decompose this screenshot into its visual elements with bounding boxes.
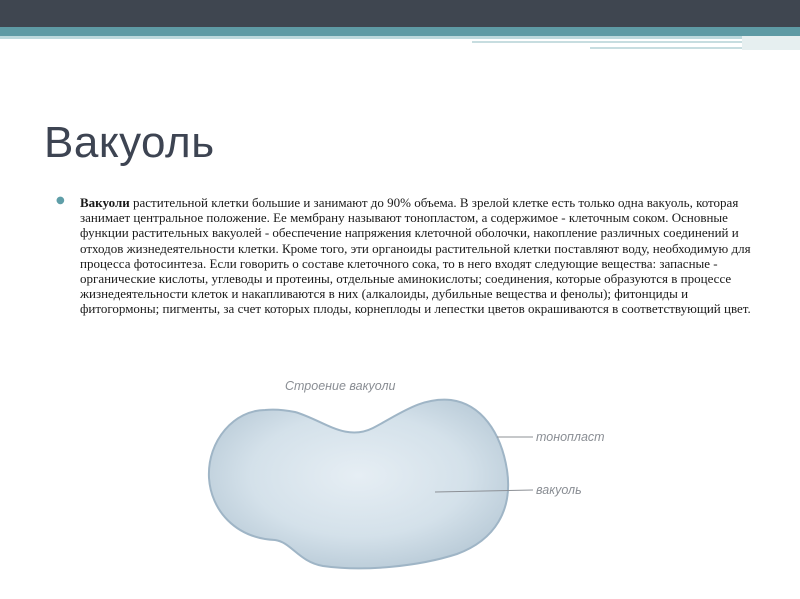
membrane-label: тонопласт <box>536 430 605 444</box>
header-deco-box <box>742 36 800 50</box>
vacuole-label: вакуоль <box>536 483 582 497</box>
bullet-body: растительной клетки большие и занимают до 90% объема. В зрелой клетке есть только одна вакуоль, которая занимает центральное положение. Ее мембрану называют тонопластом, а содержимое - клеточным соком. Основные функции растительных вакуолей - обеспечение напряжения клеточной оболочки, накопление различных соединений и отходов жизнедеятельности клетки. Кроме того, эти органоиды растительной клетки поставляют воду, необходимую для процесса фотосинтеза. Если говорить о составе клеточного сока, то в него входят следующие вещества: запасные - органические кислоты, углеводы и протеины, отдельные аминокислоты; соединения, которые образуются в процессе жизнедеятельности клеток и накапливаются в них (алкалоиды, дубильные вещества и фенолы); фитонциды и фитогормоны; пигменты, за счет которых плоды, корнеплоды и лепестки цветов окрашиваются в соответствующий цвет. <box>80 195 751 317</box>
vacuole-shape <box>209 400 508 569</box>
bold-term: Вакуоли <box>80 195 130 210</box>
slide-title: Вакуоль <box>44 118 215 167</box>
header-teal-band <box>0 27 800 36</box>
figure-caption: Строение вакуоли <box>285 379 396 393</box>
header-deco-line <box>472 41 742 43</box>
header-light-band <box>0 36 800 39</box>
bullet-text <box>80 195 765 317</box>
header-dark-band <box>0 0 800 27</box>
vacuole-figure <box>195 370 615 585</box>
vacuole-diagram <box>195 370 615 585</box>
bullet-icon: ● <box>56 195 65 206</box>
